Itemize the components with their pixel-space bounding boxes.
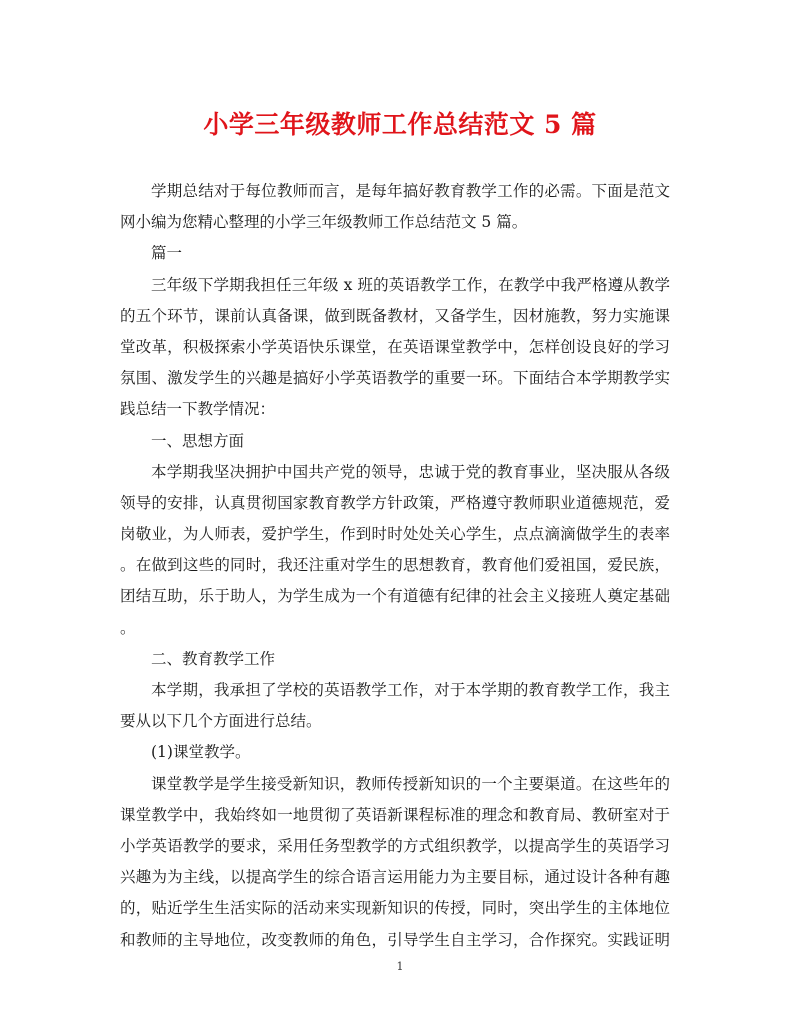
text-line: 小学英语教学的要求，采用任务型教学的方式组织教学，以提高学生的英语学习	[120, 836, 670, 855]
text-line: 本学期我坚决拥护中国共产党的领导，忠诚于党的教育事业，坚决服从各级	[151, 462, 670, 481]
text-line: 。	[120, 618, 136, 637]
text-line: 的，贴近学生生活实际的活动来实现新知识的传授，同时，突出学生的主体地位	[120, 899, 670, 918]
text-line: 的五个环节，课前认真备课，做到既备教材，又备学生，因材施教，努力实施课	[120, 306, 670, 325]
text-line: 领导的安排，认真贯彻国家教育教学方针政策，严格遵守教师职业道德规范，爱	[120, 493, 670, 512]
document-body	[120, 176, 670, 956]
text-line: 网小编为您精心整理的小学三年级教师工作总结范文 5 篇。	[120, 213, 528, 232]
text-line: 课堂教学中，我始终如一地贯彻了英语新课程标准的理念和教育局、教研室对于	[120, 805, 670, 824]
text-line: 要从以下几个方面进行总结。	[120, 712, 322, 731]
text-line: 课堂教学是学生接受新知识，教师传授新知识的一个主要渠道。在这些年的	[151, 774, 670, 793]
text-line: 本学期，我承担了学校的英语教学工作，对于本学期的教育教学工作，我主	[151, 681, 670, 699]
section-heading: 二、教育教学工作	[151, 649, 276, 668]
text-line: 和教师的主导地位，改变教师的角色，引导学生自主学习，合作探究。实践证明	[120, 930, 670, 949]
text-line: 氛围、激发学生的兴趣是搞好小学英语教学的重要一环。下面结合本学期教学实	[120, 369, 670, 388]
section-label: 篇一	[151, 244, 183, 263]
text-line: 学期总结对于每位教师而言，是每年搞好教育教学工作的必需。下面是范文	[151, 182, 670, 200]
text-line: 。在做到这些的同时，我还注重对学生的思想教育，教育他们爱祖国，爱民族，	[120, 556, 670, 575]
text-line: 三年级下学期我担任三年级 x 班的英语教学工作，在教学中我严格遵从教学	[151, 275, 670, 294]
text-line: 岗敬业，为人师表，爱护学生，作到时时处处关心学生，点点滴滴做学生的表率	[120, 525, 670, 544]
text-line: 堂改革，积极探索小学英语快乐课堂，在英语课堂教学中，怎样创设良好的学习	[120, 337, 670, 356]
text-line: 团结互助，乐于助人，为学生成为一个有道德有纪律的社会主义接班人奠定基础	[120, 587, 670, 606]
document-title: 小学三年级教师工作总结范文 5 篇	[203, 110, 597, 139]
text-line: 兴趣为为主线，以提高学生的综合语言运用能力为主要目标，通过设计各种有趣	[120, 868, 670, 887]
section-heading: 一、思想方面	[151, 431, 245, 450]
page-number: 1	[396, 960, 404, 973]
text-line: 践总结一下教学情况：	[120, 400, 276, 419]
subsection-heading: (1)课堂教学。	[151, 743, 251, 762]
